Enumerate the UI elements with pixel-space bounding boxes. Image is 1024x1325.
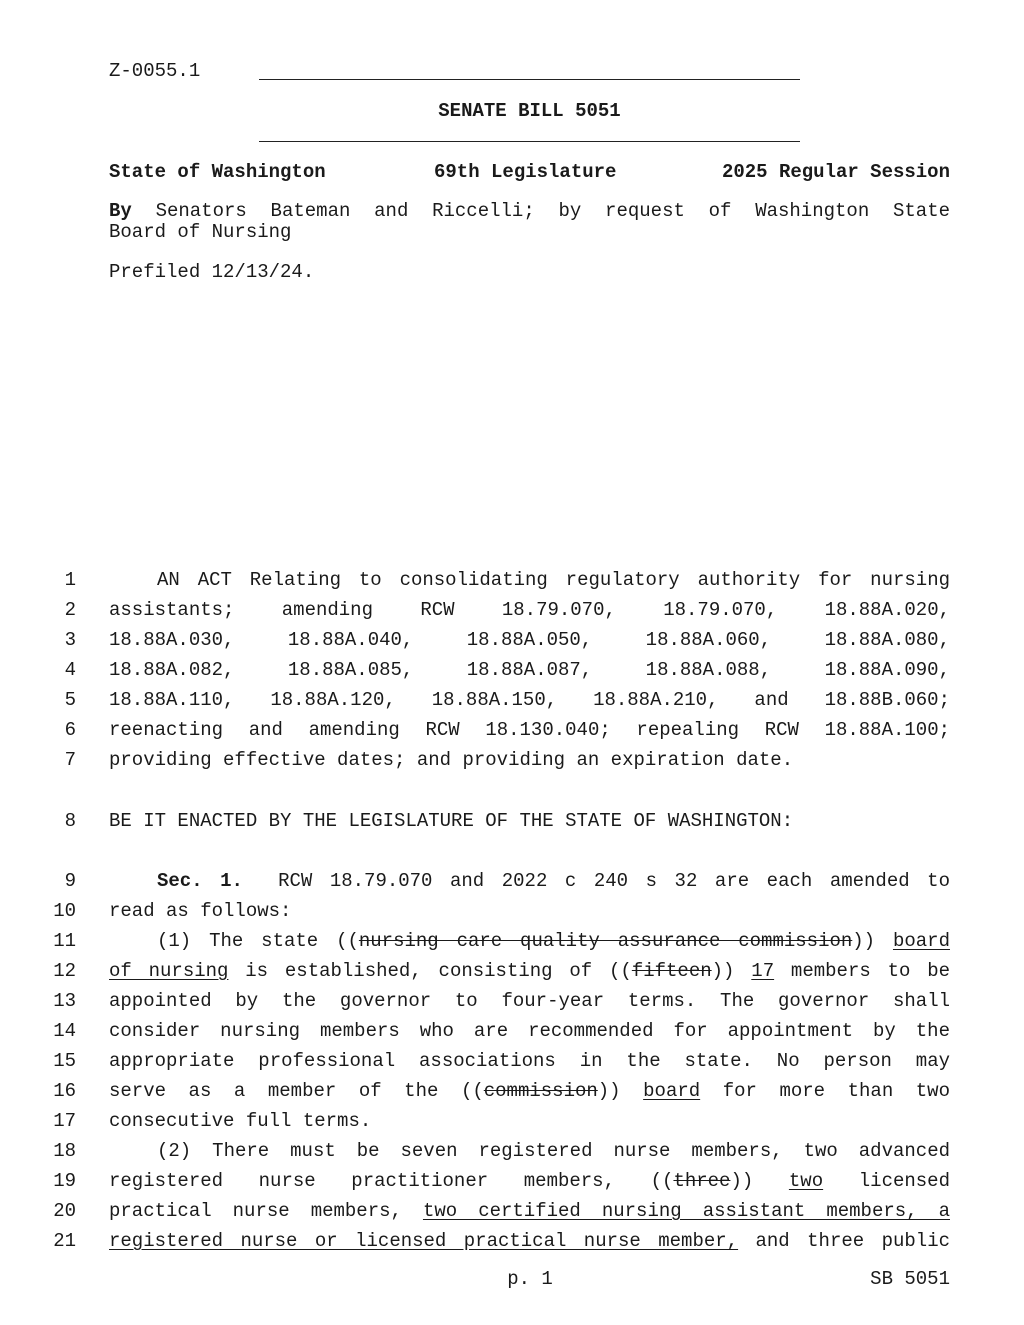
line-number: 10: [53, 900, 76, 922]
body-text: (2) There must be seven registered nurse members, two advanced: [157, 1140, 950, 1162]
line-number: 7: [64, 749, 76, 771]
bill-title: SENATE BILL 5051: [438, 100, 621, 122]
inserted-text: two: [788, 1170, 824, 1192]
text-run: )): [597, 1080, 644, 1102]
line-11: [0, 930, 1024, 952]
line-number: 20: [53, 1200, 76, 1222]
line-17: [0, 1110, 1024, 1132]
line-6: [0, 719, 1024, 741]
legislature-label: 69th Legislature: [434, 161, 617, 183]
line-13: [0, 990, 1024, 1012]
line-12: [0, 960, 1024, 982]
prefiled-date: Prefiled 12/13/24.: [109, 261, 315, 283]
section-heading: [109, 870, 950, 892]
line-18: [0, 1140, 1024, 1162]
text-run: )): [711, 960, 752, 982]
body-text: providing effective dates; and providing an expiration date.: [109, 749, 794, 771]
line-number: 3: [64, 629, 76, 651]
text-run: licensed: [823, 1170, 950, 1192]
body-text: reenacting and amending RCW 18.130.040; repealing RCW 18.88A.100;: [109, 719, 950, 741]
line-number: 14: [53, 1020, 76, 1042]
line-number: 13: [53, 990, 76, 1012]
line-8: [0, 810, 1024, 832]
line-number: 21: [53, 1230, 76, 1252]
text-run: )): [730, 1170, 789, 1192]
inserted-text: board: [892, 930, 950, 952]
line-number: 17: [53, 1110, 76, 1132]
line-1: [0, 569, 1024, 591]
page-number: p. 1: [507, 1268, 553, 1290]
line-number: 5: [64, 689, 76, 711]
bill-short-id: SB 5051: [870, 1268, 950, 1290]
line-10: [0, 900, 1024, 922]
sponsors-text: Senators Bateman and Riccelli; by request of Washington State: [155, 201, 950, 221]
text-run: practical nurse members,: [109, 1200, 423, 1222]
line-9: [0, 870, 1024, 892]
line-number: 19: [53, 1170, 76, 1192]
line-number: 1: [64, 569, 76, 591]
struck-text: commission: [483, 1080, 598, 1102]
top-rule: [259, 79, 800, 80]
body-text: 18.88A.110, 18.88A.120, 18.88A.150, 18.88A.210, and 18.88B.060;: [109, 689, 950, 711]
body-text: assistants; amending RCW 18.79.070, 18.79.070, 18.88A.020,: [109, 599, 950, 621]
line-2: [0, 599, 1024, 621]
text-run: (1) The state ((: [157, 930, 359, 952]
line-4: [0, 659, 1024, 681]
body-text: appointed by the governor to four-year terms. The governor shall: [109, 990, 950, 1012]
text-run: serve as a member of the ((: [109, 1080, 484, 1102]
struck-text: three: [673, 1170, 731, 1192]
body-text: [109, 960, 950, 982]
enacting-clause: BE IT ENACTED BY THE LEGISLATURE OF THE STATE OF WASHINGTON:: [109, 810, 794, 832]
text-run: )): [852, 930, 893, 952]
line-14: [0, 1020, 1024, 1042]
sponsors-line-2: Board of Nursing: [109, 221, 292, 243]
act-title: AN ACT Relating to consolidating regulatory authority for nursing: [157, 569, 950, 591]
line-5: [0, 689, 1024, 711]
body-text: RCW 18.79.070 and 2022 c 240 s 32 are each amended to: [278, 870, 950, 892]
body-text: consecutive full terms.: [109, 1110, 372, 1132]
session-label: 2025 Regular Session: [721, 161, 950, 183]
line-number: 9: [64, 870, 76, 892]
body-text: 18.88A.082, 18.88A.085, 18.88A.087, 18.88A.088, 18.88A.090,: [109, 659, 950, 681]
body-text: read as follows:: [109, 900, 292, 922]
struck-text: fifteen: [631, 960, 712, 982]
text-run: and three public: [738, 1230, 950, 1252]
body-text: [109, 1080, 950, 1102]
line-15: [0, 1050, 1024, 1072]
line-21: [0, 1230, 1024, 1252]
line-number: 11: [53, 930, 76, 952]
text-run: members to be: [774, 960, 950, 982]
line-number: 4: [64, 659, 76, 681]
body-text: 18.88A.030, 18.88A.040, 18.88A.050, 18.88A.060, 18.88A.080,: [109, 629, 950, 651]
bottom-rule: [259, 141, 800, 142]
body-text: consider nursing members who are recommended for appointment by the: [109, 1020, 950, 1042]
struck-text: nursing care quality assurance commission: [358, 930, 853, 952]
line-7: [0, 749, 1024, 771]
line-3: [0, 629, 1024, 651]
text-run: registered nurse practitioner members, ((: [109, 1170, 674, 1192]
line-number: 2: [64, 599, 76, 621]
inserted-text: board: [643, 1080, 701, 1102]
draft-id: Z-0055.1: [109, 60, 201, 82]
text-run: is established, consisting of ((: [228, 960, 632, 982]
line-number: 15: [53, 1050, 76, 1072]
body-text: [109, 1230, 950, 1252]
sponsors-line-1: [109, 201, 950, 221]
body-text: [109, 1170, 950, 1192]
line-19: [0, 1170, 1024, 1192]
by-label: By: [109, 201, 132, 221]
body-text: [109, 1200, 950, 1222]
line-number: 18: [53, 1140, 76, 1162]
line-20: [0, 1200, 1024, 1222]
section-label: Sec. 1.: [157, 870, 243, 892]
body-text: appropriate professional associations in the state. No person may: [109, 1050, 950, 1072]
inserted-text: two certified nursing assistant members, a: [422, 1200, 950, 1222]
line-number: 6: [64, 719, 76, 741]
inserted-text: 17: [751, 960, 775, 982]
inserted-text: of nursing: [109, 960, 229, 982]
line-number: 16: [53, 1080, 76, 1102]
line-number: 12: [53, 960, 76, 982]
line-number: 8: [64, 810, 76, 832]
body-text: [109, 930, 950, 952]
line-16: [0, 1080, 1024, 1102]
state-label: State of Washington: [109, 161, 326, 183]
inserted-text: registered nurse or licensed practical nurse member,: [109, 1230, 739, 1252]
text-run: for more than two: [700, 1080, 950, 1102]
